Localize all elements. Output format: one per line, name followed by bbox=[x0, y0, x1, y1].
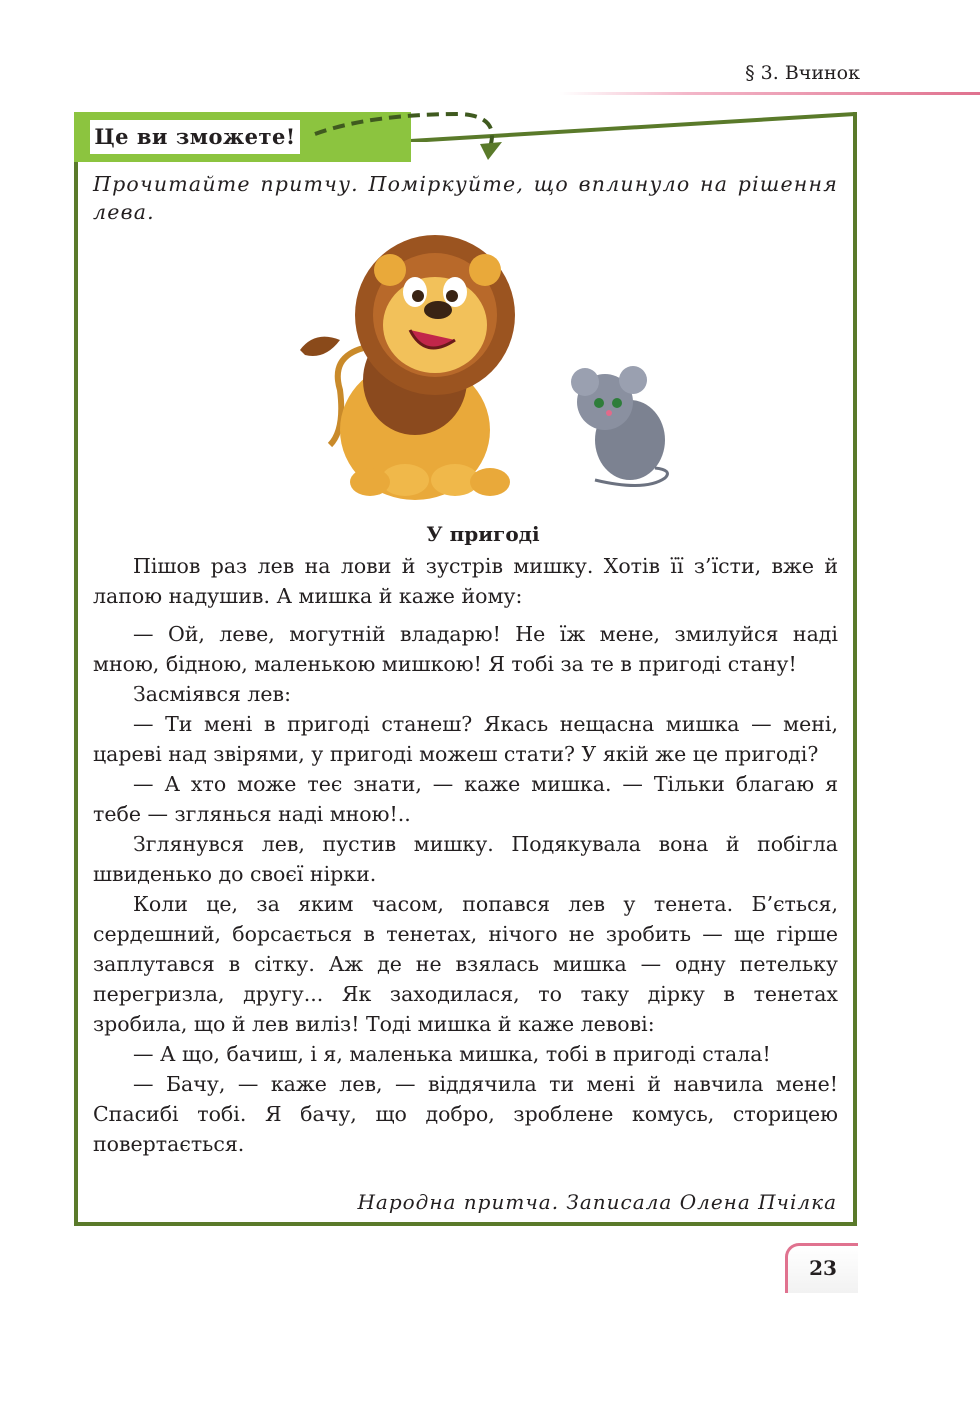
lion-icon bbox=[300, 235, 515, 500]
story-text bbox=[93, 551, 838, 1159]
story-paragraph: — Бачу, — каже лев, — віддячила ти мені й навчила мене! Спасибі тобі. Я бачу, що добро, зроблене комусь, сторицею повертається. bbox=[93, 1072, 838, 1156]
story-paragraph: — Ти мені в пригоді станеш? Якась нещасна мишка — мені, цареві над звірями, у пригоді можеш стати? У якій же це пригоді? bbox=[93, 712, 838, 766]
story-paragraph: Засміявся лев: bbox=[133, 682, 291, 706]
story-paragraph: Зглянувся лев, пустив мишку. Подякувала вона й побігла швиденько до своєї нірки. bbox=[93, 832, 838, 886]
lion-and-mouse-illustration bbox=[295, 230, 680, 500]
dashed-arrow-icon bbox=[310, 112, 510, 162]
story-paragraph: Пішов раз лев на лови й зустрів мишку. Хотів її з’їсти, вже й лапою надушив. А мишка й каже йому: bbox=[93, 554, 838, 608]
page-number: 23 bbox=[785, 1243, 858, 1293]
story-paragraph: — Ой, леве, могутній владарю! Не їж мене, змилуйся наді мною, бідною, маленькою мишкою! Я тобі за те в пригоді стану! bbox=[93, 622, 838, 676]
task-tab-label: Це ви зможете! bbox=[90, 120, 300, 154]
story-title: У пригоді bbox=[426, 522, 540, 546]
header-rule bbox=[560, 92, 980, 95]
story-paragraph: — А що, бачиш, і я, маленька мишка, тобі в пригоді стала! bbox=[133, 1042, 771, 1066]
story-paragraph: — А хто може теє знати, — каже мишка. — Тільки благаю я тебе — зглянься наді мною!.. bbox=[93, 772, 838, 826]
story-paragraph: Коли це, за яким часом, попався лев у тенета. Б’ється, сердешний, борсається в тенетах, нічого не зробить — ще гірше заплутався в сітку. Аж де не взялась мишка — одну петельку перегризла, другу... Як заходилася, то таку дірку в тенетах зробила, що й лев виліз! Тоді мишка й каже левові: bbox=[93, 892, 838, 1036]
task-instruction: Прочитайте притчу. Поміркуйте, що вплинуло на рішення лева. bbox=[93, 172, 838, 224]
story-source: Народна притча. Записала Олена Пчілка bbox=[357, 1190, 837, 1214]
section-header: § 3. Вчинок bbox=[745, 62, 860, 84]
mouse-icon bbox=[571, 366, 667, 486]
